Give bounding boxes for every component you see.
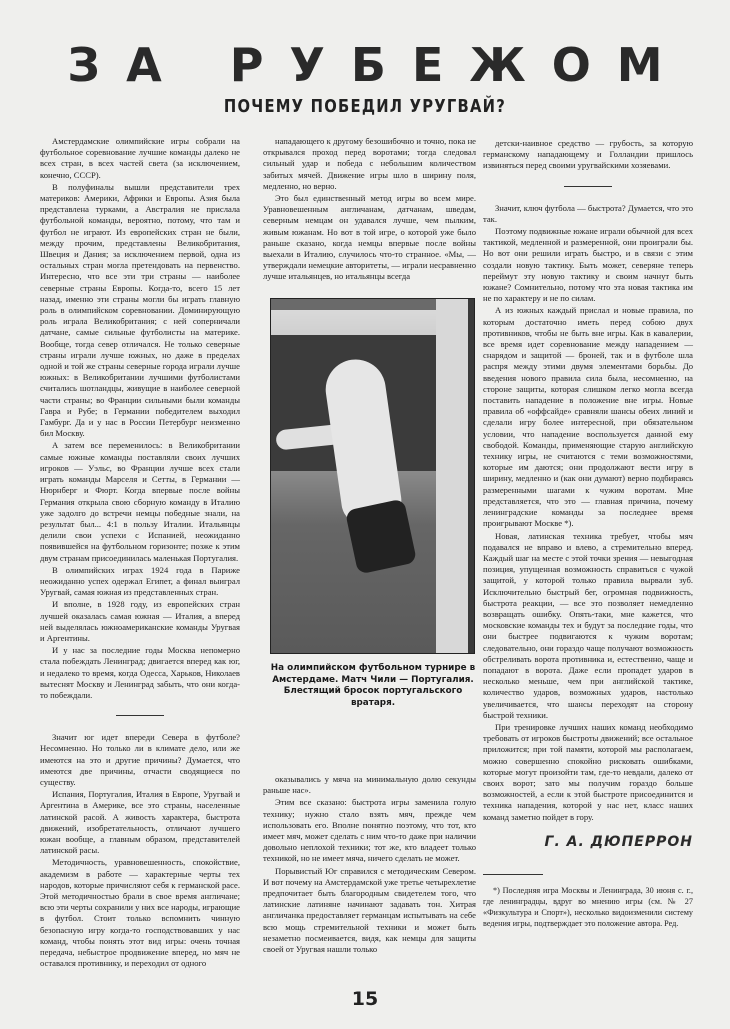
footnote-rule xyxy=(483,874,543,875)
photo-caption: На олимпийском футбольном турнире в Амстердаме. Матч Чили — Португалия. Блестящий бросок португальского вратаря. xyxy=(270,663,476,708)
paragraph: Это был единственный метод игры во всем мире. Уравновешенным англичанам, датчанам, шведам, северным немцам он удавался лучше, чем пылким, живым южанам. Но вот в той игре, о которой уже было раньше сказано, когда немцы впервые после войны выехали в Италию, случилось что-то странное. «Мы, — утверждали немецкие авторитеты, — играли несравненно лучше итальянцев, но итальянцы всегда xyxy=(263,193,476,282)
article-headline: ПОЧЕМУ ПОБЕДИЛ УРУГВАЙ? xyxy=(223,96,507,117)
goal-net xyxy=(468,299,474,653)
author-signature: Г. А. ДЮПЕРРОН xyxy=(544,833,693,850)
paragraph: Новая, латинская техника требует, чтобы мяч подавался не вправо и влево, а стремительно вперед. Каждый шаг на месте с этой точки зрения — невыгодная позиция, упущенная возможность справиться с чужой защитой, у которой только правила вырвали зуб. Исключительно быстрый бег, огромная подвижность, быстрота реакции, — все это позволяет немедленно возвращать ошибку. Опять-таки, мне кажется, что московские команды тех и будут за последние годы, что они быстрее подвигаются к чужим воротам; следовательно, они гораздо чаще получают возможность обстреливать ворота противника и, естественно, чаще и попадают в ворота. Даже если пропадет ударов в несколько меньше, чем при английской тактике, количество ударов, возможных ударов, настолько увеличивается, что шансы переходят на сторону быстрой техники. xyxy=(483,530,693,720)
article-column-2-continued xyxy=(263,774,476,955)
paragraph: Значит юг идет впереди Севера в футболе? Несомненно. Но только ли в климате дело, или же имеются на это и другие причины? Думается, что имеются две причины, отчасти сводящиеся по существу. xyxy=(40,732,240,787)
paragraph: В олимпийских играх 1924 года в Париже неожиданно успех одержал Египет, а финал выиграл Уругвай, самая южная из представленных стран. xyxy=(40,564,240,598)
paragraph: И вполне, в 1928 году, из европейских стран лучшей оказалась самая южная — Италия, а вперед ней выделялась южноамериканские команды Уругвая и Аргентины. xyxy=(40,599,240,643)
section-divider xyxy=(564,186,612,187)
paragraph: Порывистый Юг справился с методическим Севером. И вот почему на Амстердамской уже третье четырехлетие предпочитает быть благородным свидетелем того, что латинские латиняне начинают задавать тон. Хитрая англичанка предоставляет германцам испытывать на себе всю мощь стремительной техники и может быть незаметно посмеивается, видя, как немцы для защиты своей от Уругвая нашли только xyxy=(263,865,476,955)
paragraph: И у нас за последние годы Москва непомерно стала побеждать Ленинград; двигается вперед как юг, и недалеко то время, когда Одесса, Харьков, Николаев вытеснят Москву и Ленинград забыть, что они когда-то побеждали. xyxy=(40,645,240,700)
paragraph: оказывались у мяча на минимальную долю секунды раньше нас». xyxy=(263,774,476,796)
paragraph: Испания, Португалия, Италия в Европе, Уругвай и Аргентина в Америке, все это страны, населенные латинской расой. А живость характера, быстрота движений, изобретательность, отличают лучшего южан вообще, а главным образом, представителей латинской расы. xyxy=(40,789,240,856)
paragraph: Методичность, уравновешенность, спокойствие, академизм в работе — характерные черты тех народов, которые причисляют себя к германской расе. Этой методичностью брали в свое время англичане; всю эти черты сохранили у них все народы, играющие в футбол. Стоит только вспомнить чинную безопасную игру когда-то господствовавших у нас команд, чтобы понять этот вид игры: очень точная передача, небыстрое продвижение вперед, но мяч не оставался противнику, и переходил от одного xyxy=(40,857,240,969)
page-number: 15 xyxy=(351,988,379,1010)
paragraph: Этим все сказано: быстрота игры заменила голую технику; нужно стало взять мяч, прежде чем использовать его. Вполне понятно поэтому, что тот, кто имеет мяч, может сделать с ним что-то даже при наличии довольно неплохой техники; тот же, кто владеет только техникой, но не имеет мяча, ничего сделать не может. xyxy=(263,797,476,864)
article-column-2 xyxy=(263,136,476,283)
footnote-text: *) Последняя игра Москвы и Ленинграда, 30 июня с. г., где ленинградцы, вдруг во мнению игры (см. № 27 «Физкультура и Спорт»), несколько видоизменили систему ведения игры, подтверждает это положение автора. Ред. xyxy=(483,885,693,928)
article-column-1 xyxy=(40,136,240,969)
section-divider xyxy=(116,715,164,716)
paragraph: детски-наивное средство — грубость, за которую германскому нападающему и Голландии пришлось извиняться перед своими уругвайскими хозяевами. xyxy=(483,138,693,171)
section-masthead: ЗА РУБЕЖОМ xyxy=(67,38,689,92)
paragraph: А затем все переменилось: в Великобритании самые южные команды поставляли своих лучших игроков — Уэльс, во Франции лучше всех стали играть команды Марселя и Сетты, в Германии — Нюрнберг и Фюрт. Когда впервые после войны Германия открыла свою сборную команду в Италию уже задолго до встречи немцы победные знали, на результат был... 4:1 в пользу Италии. Итальянцы делили свои успехи с Испанией, неожиданно появившейся на футбольном горизонте; позже к этим двум странам присоединилась маленькая Португалия. xyxy=(40,440,240,563)
paragraph: нападающего к другому безошибочно и точно, пока не открывался проход перед воротами; тогда следовал сильный удар и победа с небольшим количеством забитых мячей. Движение игры шло в ширину поля, медленно, но верно. xyxy=(263,136,476,191)
paragraph: Амстердамские олимпийские игры собрали на футбольное соревнование лучшие команды далеко не всех стран, в всех частей света (за исключением, конечно, СССР). xyxy=(40,136,240,180)
paragraph: Значит, ключ футбола — быстрота? Думается, что это так. xyxy=(483,202,693,224)
article-column-3 xyxy=(483,138,693,929)
paragraph: Поэтому подвижные южане играли обычной для всех тактикой, медленной и размеренной, они проиграли бы. Но вот они решили играть быстро, и в связи с этим создали новую тактику. Быть может, северяне теперь переймут эту новую тактику и своим начнут быть южане? Сомнительно, потому что эта новая тактика им не по характеру и не по силам. xyxy=(483,226,693,304)
goalkeeper-photo xyxy=(270,298,475,654)
goalpost xyxy=(436,299,468,653)
footnote xyxy=(483,885,693,929)
paragraph: А из южных каждый прислал и новые правила, по которым достаточно иметь перед собою двух противников, чтобы не быть вне игры. Как в кавалерии, все время идет соревнование между нападением — снарядом и защитой — броней, так и в футболе шла распря между этими двумя элементами борьбы. До введения нового правила сила была, несомненно, на стороне защиты, которая слишком легко могла всегда поставить нападение в положение вне игры. Новые правила об «оффсайде» сравняли шансы обеих линий и сделали игру более интересной, при обязательном условии, что нападение воспользуется данной ему свободой. Команды, применяющие старую английскую технику игры, не считаются с теми возможностями, которые им даются; они продолжают вести игру в ширину, медленно и (как они думают) верно подбираясь размеренными шагами к чужим воротам. Мне представляется, что это — главная причина, почему ленинградские команды за последнее время проигрывают Москве *). xyxy=(483,305,693,529)
paragraph: В полуфиналы вышли представители трех материков: Америки, Африки и Европы. Азия была представлена турками, а Австралия не прислала футбольной команды, вероятно, потому, что там и футбол не играют. Из европейских стран не были, между прочим, представлены Великобритания, Швеция и Дания; за исключением первой, одна из остальных стран могла претендовать на первенство. Интересно, что все эти три страны — наиболее северные страны Европы. Когда-то, всего 15 лет назад, именно эти страны могли бы играть главную роль в олимпийском соревновании. Доминирующую роль играла Великобритания; с ней соперничали датчане, самые сильные футболисты на материке. Вообще, тогда север отличался. Не только северные страны играли лучше южных, но даже в пределах одной и той же страны северные города играли лучше южных: в Великобритании лучшими футболистами считались шотландцы, живущие в наиболее северной части страны; во Франции сильными были команды Гавра и Рубе; в Германии победителем выходил Гамбург. Да и у нас в России Петербург неизменно бил Москву. xyxy=(40,181,240,439)
paragraph: При тренировке лучших наших команд необходимо требовать от игроков быстроты движений; все остальное приложится; при той памяти, которой мы располагаем, можно совершенно спокойно рисковать ошибками, которые могут произойти там, где-то невдали, далеко от своих ворот; зато мы получим гораздо больше возможностей, а если к этой быстроте присоединится и техника нападения, которой у нас нет, класс наших команд заметно пойдет в гору. xyxy=(483,721,693,822)
